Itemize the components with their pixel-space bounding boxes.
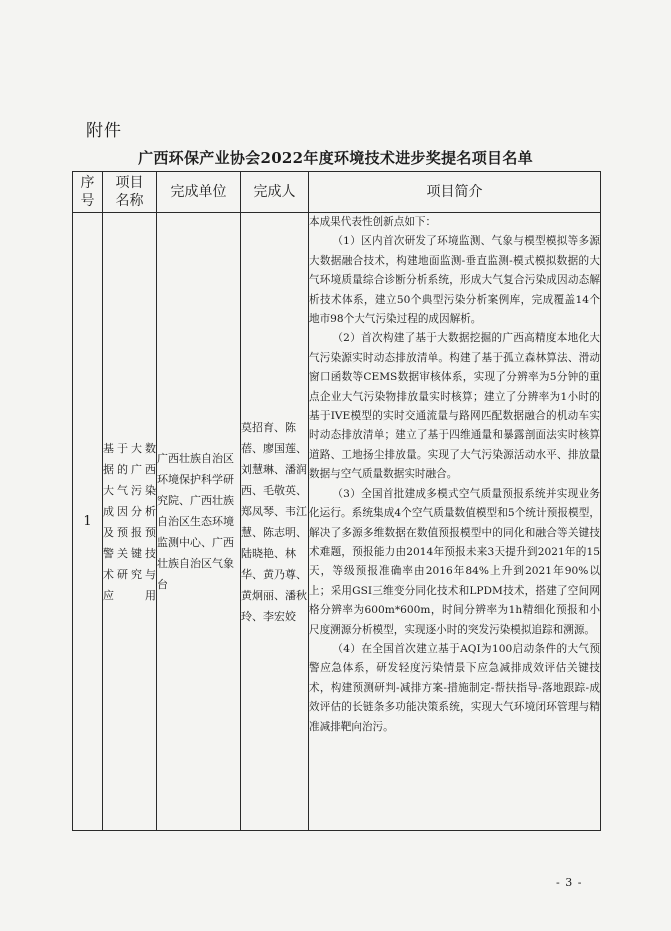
project-name: 基于大数据的广西大气污染成因分析及预报预警关键技术研究与应用 bbox=[103, 213, 157, 831]
summary-point-2: （2）首次构建了基于大数据挖掘的广西高精度本地化大气污染源实时动态排放清单。构建了基于孤立森林算法、滑动窗口函数等CEMS数据审核体系，实现了分辨率为5分钟的重点企业大气污染物排放量实时核算；建立了分辨率为1小时的基于IVE模型的实时交通流量与路网匹配数据融合的机动车实时动态排放清单；建立了基于四维通量和暴露剖面法实时核算道路、工地扬尘排放量。实现了大气污染源活动水平、排放量数据与空气质量数据实时融合。 bbox=[309, 332, 600, 481]
attachment-label: 附件 bbox=[86, 121, 122, 141]
header-project: 项目名称 bbox=[103, 172, 157, 213]
page-number: - 3 - bbox=[556, 876, 583, 889]
summary-intro: 本成果代表性创新点如下： bbox=[309, 216, 437, 228]
row-number: 1 bbox=[73, 213, 103, 831]
page-title: 广西环保产业协会2022年度环境技术进步奖提名项目名单 bbox=[138, 149, 533, 167]
summary-point-4: （4）在全国首次建立基于AQI为100启动条件的大气预警应急体系，研发轻度污染情景下应急减排成效评估关键技术，构建预测研判-减排方案-措施制定-帮扶指导-落地跟踪-成效评估的长链条多功能决策系统，实现大气环境闭环管理与精准减排靶向治污。 bbox=[309, 642, 600, 733]
summary-point-1: （1）区内首次研发了环境监测、气象与模型模拟等多源大数据融合技术，构建地面监测-垂直监测-模式模拟数据的大气环境质量综合诊断分析系统，形成大气复合污染成因动态解析技术体系，建立50个典型污染分析案例库，完成覆盖14个地市98个大气污染过程的成因解析。 bbox=[309, 235, 600, 326]
completion-unit: 广西壮族自治区环境保护科学研究院、广西壮族自治区生态环境监测中心、广西壮族自治区气象台 bbox=[157, 213, 241, 831]
header-unit: 完成单位 bbox=[157, 172, 241, 213]
header-summary: 项目简介 bbox=[309, 172, 601, 213]
nomination-table bbox=[72, 171, 601, 831]
header-no: 序号 bbox=[73, 172, 103, 213]
table-header-row bbox=[73, 172, 601, 213]
summary-point-3: （3）全国首批建成多模式空气质量预报系统并实现业务化运行。系统集成4个空气质量数值模型和5个统计预报模型，解决了多源多维数据在数值预报模型中的同化和融合等关键技术难题，预报能力由2014年预报未来3天提升到2021年的15天，等级预报准确率由2016年84%上升到2021年90%以上；采用GSI三维变分同化技术和LPDM技术，搭建了空间网格分辨率为600m*600m，时间分辨率为1h精细化预报和小尺度溯源分析模型，实现逐小时的突发污染模拟追踪和溯源。 bbox=[309, 487, 600, 636]
header-people: 完成人 bbox=[241, 172, 309, 213]
table-row bbox=[73, 213, 601, 831]
project-summary bbox=[309, 213, 601, 831]
completion-people: 莫招育、陈蓓、廖国莲、刘慧琳、潘润西、毛敬英、郑凤琴、韦江慧、陈志明、陆晓艳、林华、黄乃尊、黄炯丽、潘秋玲、李宏姣 bbox=[241, 213, 309, 831]
